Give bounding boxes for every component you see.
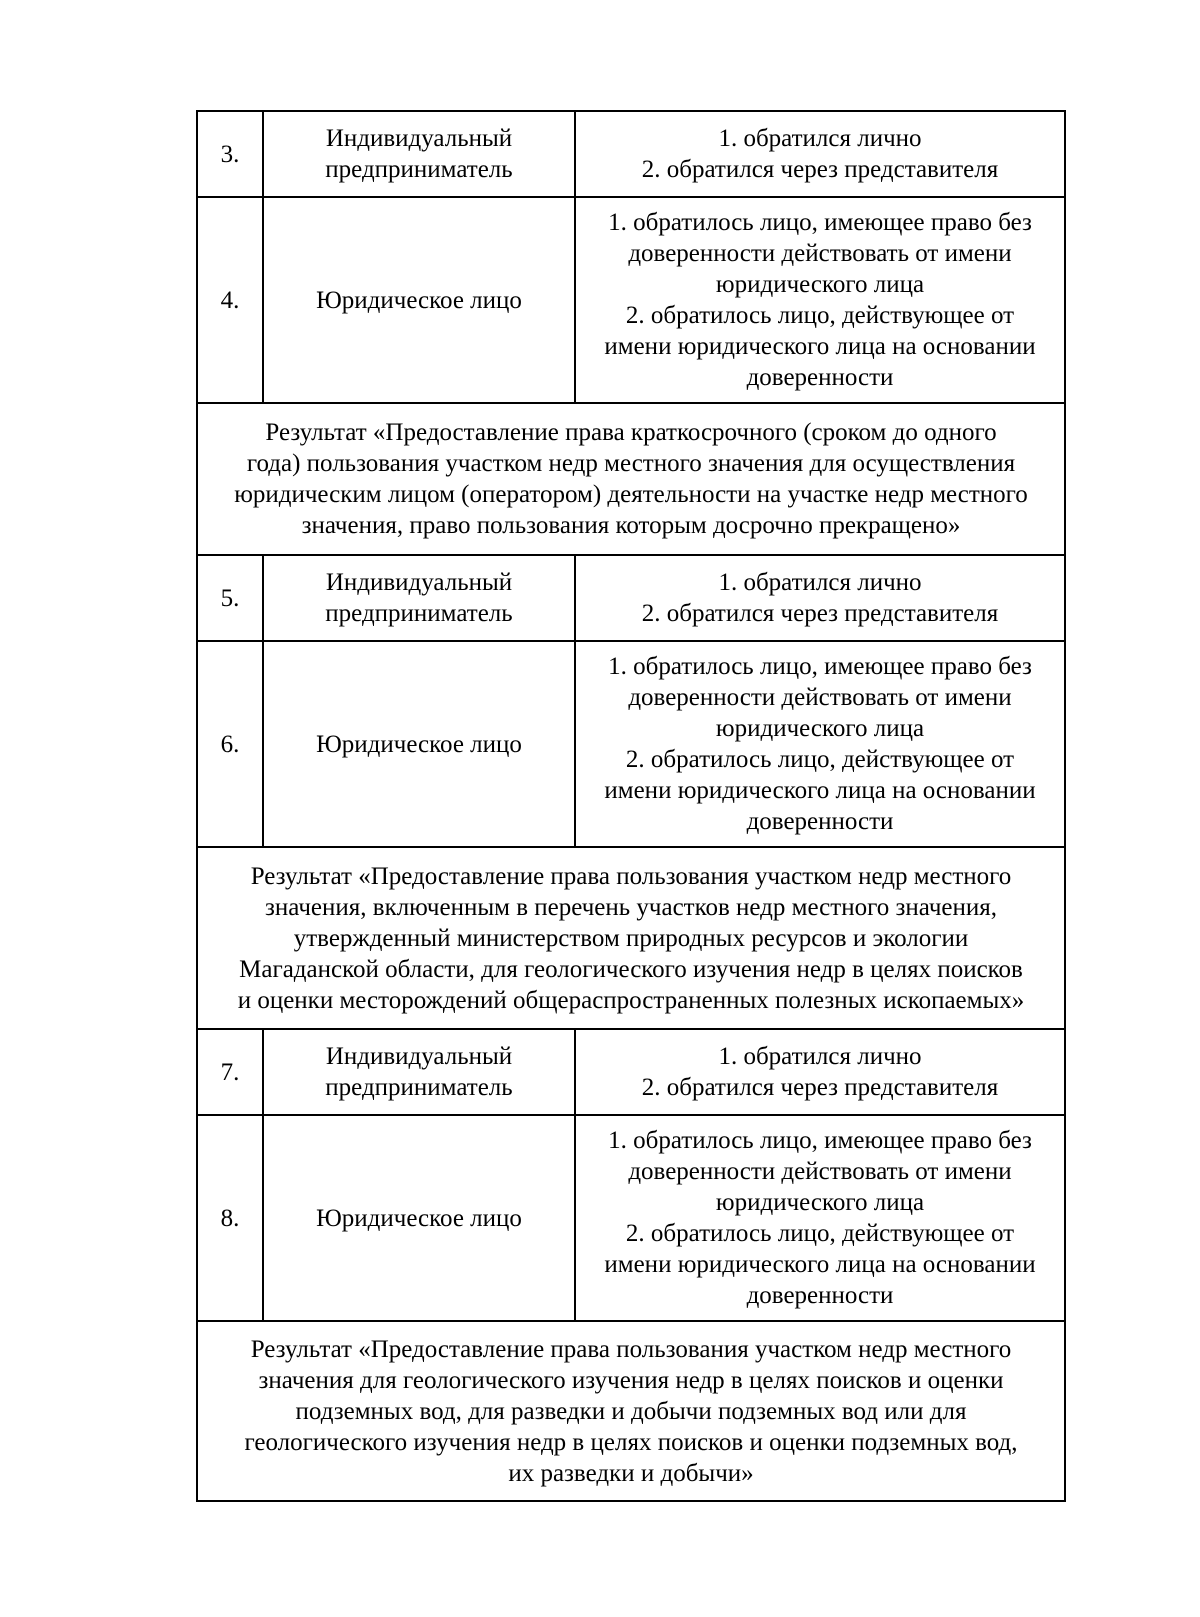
text-line: 2. обратилось лицо, действующее от — [625, 302, 1015, 329]
text-line: года) пользования участком недр местного значения для осуществления — [246, 450, 1016, 477]
applicant-type-cell — [263, 641, 575, 847]
row-number: 4. — [197, 197, 263, 403]
applicant-type-cell — [263, 111, 575, 197]
text-line: доверенности — [746, 364, 894, 391]
text-line: Юридическое лицо — [316, 1204, 522, 1232]
row-number: 3. — [197, 111, 263, 197]
application-method-cell — [575, 197, 1065, 403]
text-line: юридического лица — [715, 715, 925, 742]
text-line: 2. обратилось лицо, действующее от — [625, 746, 1015, 773]
text-line: 2. обратилось лицо, действующее от — [625, 1220, 1015, 1247]
application-method-cell — [575, 555, 1065, 641]
text-line: Результат «Предоставление права пользования участком недр местного — [250, 862, 1012, 890]
text-line: имени юридического лица на основании — [604, 777, 1036, 804]
table-row — [197, 111, 1065, 197]
text-line: предприниматель — [325, 156, 513, 183]
text-line: доверенности — [746, 808, 894, 835]
text-line: имени юридического лица на основании — [604, 333, 1036, 360]
text-line: значения, включенным в перечень участков недр местного значения, — [264, 893, 997, 921]
text-line: 2. обратился через представителя — [641, 156, 999, 183]
applicant-type-cell — [263, 1115, 575, 1321]
result-row — [197, 1321, 1065, 1501]
text-line: геологического изучения недр в целях поисков и оценки подземных вод, — [244, 1428, 1018, 1456]
text-line: юридического лица — [715, 1189, 925, 1216]
text-line: доверенности действовать от имени — [628, 684, 1012, 711]
text-line: Результат «Предоставление права пользования участком недр местного — [250, 1335, 1012, 1363]
result-row — [197, 403, 1065, 555]
text-line: Индивидуальный — [325, 125, 513, 152]
row-number: 7. — [197, 1029, 263, 1115]
text-line: 2. обратился через представителя — [641, 1074, 999, 1101]
table-row — [197, 641, 1065, 847]
application-method-cell — [575, 641, 1065, 847]
result-heading-cell — [197, 403, 1065, 555]
text-line: значения для геологического изучения недр в целях поисков и оценки — [258, 1366, 1004, 1394]
text-line: предприниматель — [325, 600, 513, 627]
application-method-cell — [575, 1029, 1065, 1115]
text-line: 1. обратилось лицо, имеющее право без — [608, 1127, 1032, 1154]
row-number: 6. — [197, 641, 263, 847]
text-line: Юридическое лицо — [316, 286, 522, 314]
application-method-cell — [575, 111, 1065, 197]
applicant-type-cell — [263, 197, 575, 403]
text-line: 1. обратилось лицо, имеющее право без — [608, 209, 1032, 236]
applicant-type-cell — [263, 555, 575, 641]
row-number: 5. — [197, 555, 263, 641]
table-row — [197, 1029, 1065, 1115]
applicant-type-cell — [263, 1029, 575, 1115]
text-line: юридическим лицом (оператором) деятельности на участке недр местного — [234, 481, 1028, 508]
text-line: доверенности — [746, 1282, 894, 1309]
text-line: Индивидуальный — [325, 569, 513, 596]
table-row — [197, 555, 1065, 641]
text-line: 1. обратился лично — [718, 569, 922, 596]
text-line: Юридическое лицо — [316, 730, 522, 758]
text-line: юридического лица — [715, 271, 925, 298]
text-line: доверенности действовать от имени — [628, 1158, 1012, 1185]
text-line: и оценки месторождений общераспространенных полезных ископаемых» — [237, 986, 1025, 1014]
text-line: утвержденный министерством природных ресурсов и экологии — [293, 924, 969, 952]
text-line: 1. обратился лично — [718, 1043, 922, 1070]
text-line: доверенности действовать от имени — [628, 240, 1012, 267]
application-method-cell — [575, 1115, 1065, 1321]
text-line: 2. обратился через представителя — [641, 600, 999, 627]
text-line: имени юридического лица на основании — [604, 1251, 1036, 1278]
text-line: значения, право пользования которым досрочно прекращено» — [301, 512, 961, 539]
text-line: Магаданской области, для геологического изучения недр в целях поисков — [239, 955, 1023, 983]
text-line: подземных вод, для разведки и добычи подземных вод или для — [295, 1397, 967, 1425]
table-row — [197, 197, 1065, 403]
result-row — [197, 847, 1065, 1029]
text-line: 1. обратилось лицо, имеющее право без — [608, 653, 1032, 680]
text-line: Результат «Предоставление права краткосрочного (сроком до одного — [265, 419, 997, 446]
text-line: Индивидуальный — [325, 1043, 513, 1070]
applicant-category-table — [196, 110, 1066, 1502]
row-number: 8. — [197, 1115, 263, 1321]
text-line: их разведки и добычи» — [508, 1459, 754, 1487]
result-heading-cell — [197, 1321, 1065, 1501]
result-heading-cell — [197, 847, 1065, 1029]
table-row — [197, 1115, 1065, 1321]
text-line: 1. обратился лично — [718, 125, 922, 152]
text-line: предприниматель — [325, 1074, 513, 1101]
